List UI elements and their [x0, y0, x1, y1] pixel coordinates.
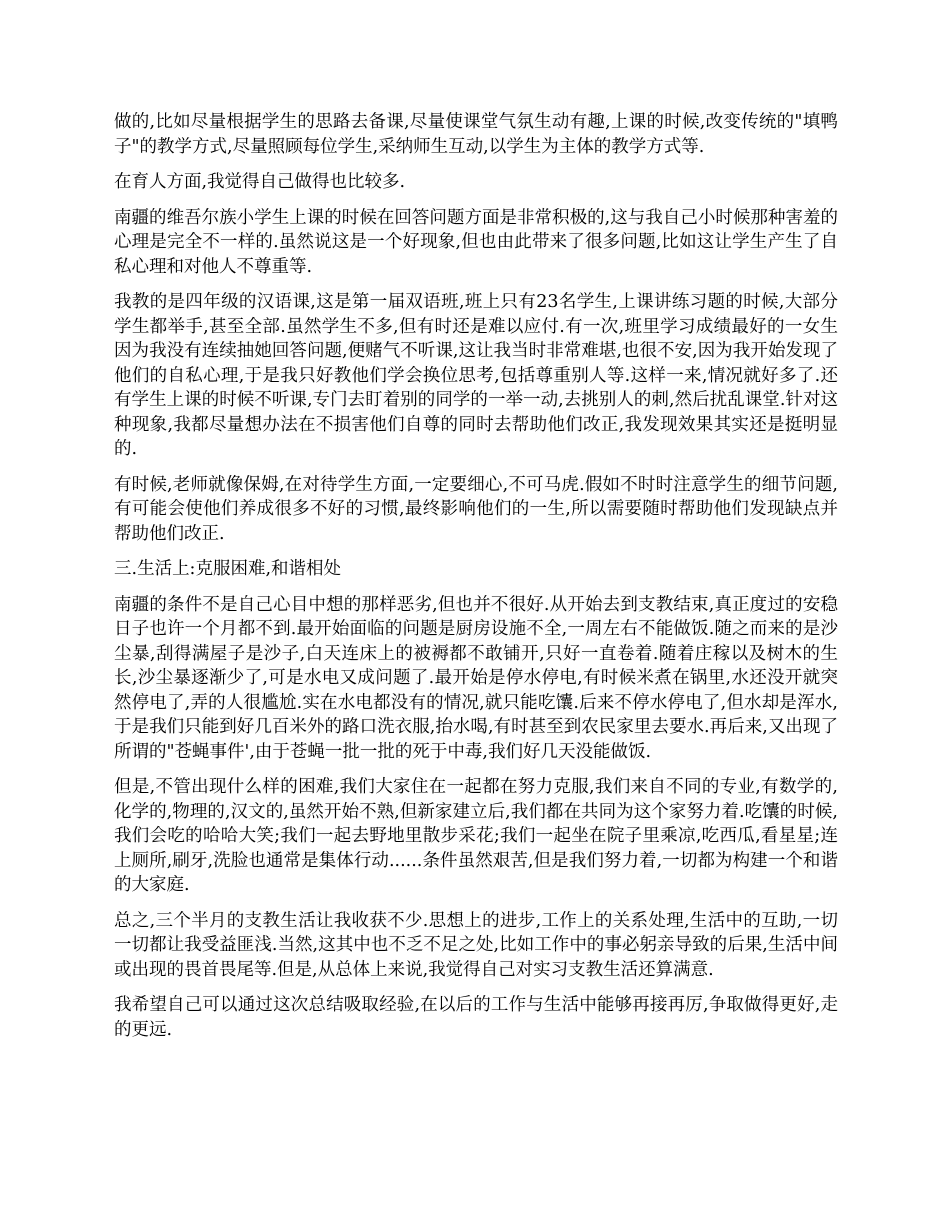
paragraph-summary: 总之,三个半月的支教生活让我收获不少.思想上的进步,工作上的关系处理,生活中的互助,一切一切都让我受益匪浅.当然,这其中也不乏不足之处,比如工作中的事必躬亲导致的后果,生活中间或出现的畏首畏尾等.但是,从总体上来说,我觉得自己对实习支教生活还算满意. — [114, 910, 838, 980]
document-body — [114, 110, 838, 1053]
paragraph-living-conditions: 南疆的条件不是自己心目中想的那样恶劣,但也并不很好.从开始去到支教结束,真正度过的安稳日子也许一个月都不到.最开始面临的问题是厨房设施不全,一周左右不能做饭.随之而来的是沙尘暴,刮得满屋子是沙子,白天连床上的被褥都不敢铺开,只好一直卷着.随着庄稼以及树木的生长,沙尘暴逐渐少了,可是水电又成问题了.最开始是停水停电,有时候米煮在锅里,水还没开就突然停电了,弄的人很尴尬.实在水电都没有的情况,就只能吃馕.后来不停水停电了,但水却是浑水,于是我们只能到好几百米外的路口洗衣服,抬水喝,有时甚至到农民家里去要水.再后来,又出现了所谓的"苍蝇事件',由于苍蝇一批一批的死于中毒,我们好几天没能做饭. — [114, 594, 838, 762]
paragraph-teacher-care: 有时候,老师就像保姆,在对待学生方面,一定要细心,不可马虎.假如不时时注意学生的细节问题,有可能会使他们养成很多不好的习惯,最终影响他们的一生,所以需要随时帮助他们发现缺点并帮助他们改正. — [114, 474, 838, 544]
paragraph-student-attitude: 南疆的维吾尔族小学生上课的时候在回答问题方面是非常积极的,这与我自己小时候那种害羞的心理是完全不一样的.虽然说这是一个好现象,但也由此带来了很多问题,比如这让学生产生了自私心理和对他人不尊重等. — [114, 207, 838, 277]
paragraph-teaching-methods: 做的,比如尽量根据学生的思路去备课,尽量使课堂气氛生动有趣,上课的时候,改变传统的"填鸭子"的教学方式,尽量照顾每位学生,采纳师生互动,以学生为主体的教学方式等. — [114, 112, 838, 157]
paragraph-education-intro: 在育人方面,我觉得自己做得也比较多. — [114, 172, 406, 192]
paragraph-harmony: 但是,不管出现什么样的困难,我们大家住在一起都在努力克服,我们来自不同的专业,有数学的,化学的,物理的,汉文的,虽然开始不熟,但新家建立后,我们都在共同为这个家努力着.吃馕的时候,我们会吃的哈哈大笑;我们一起去野地里散步采花;我们一起坐在院子里乘凉,吃西瓜,看星星;连上厕所,刷牙,洗脸也通常是集体行动......条件虽然艰苦,但是我们努力着,一切都为构建一个和谐的大家庭. — [114, 777, 838, 895]
paragraph-closing: 我希望自己可以通过这次总结吸取经验,在以后的工作与生活中能够再接再厉,争取做得更好,走的更远. — [114, 995, 838, 1040]
paragraph-classroom-experience: 我教的是四年级的汉语课,这是第一届双语班,班上只有23名学生,上课讲练习题的时候,大部分学生都举手,甚至全部.虽然学生不多,但有时还是难以应付.有一次,班里学习成绩最好的一女生因为我没有连续抽她回答问题,便赌气不听课,这让我当时非常难堪,也很不安,因为我开始发现了他们的自私心理,于是我只好教他们学会换位思考,包括尊重别人等.这样一来,情况就好多了.还有学生上课的时候不听课,专门去盯着别的同学的一举一动,去挑别人的刺,然后扰乱课堂.针对这种现象,我都尽量想办法在不损害他们自尊的同时去帮助他们改正,我发现效果其实还是挺明显的. — [114, 292, 838, 459]
section-heading-life: 三.生活上:克服困难,和谐相处 — [114, 559, 342, 579]
